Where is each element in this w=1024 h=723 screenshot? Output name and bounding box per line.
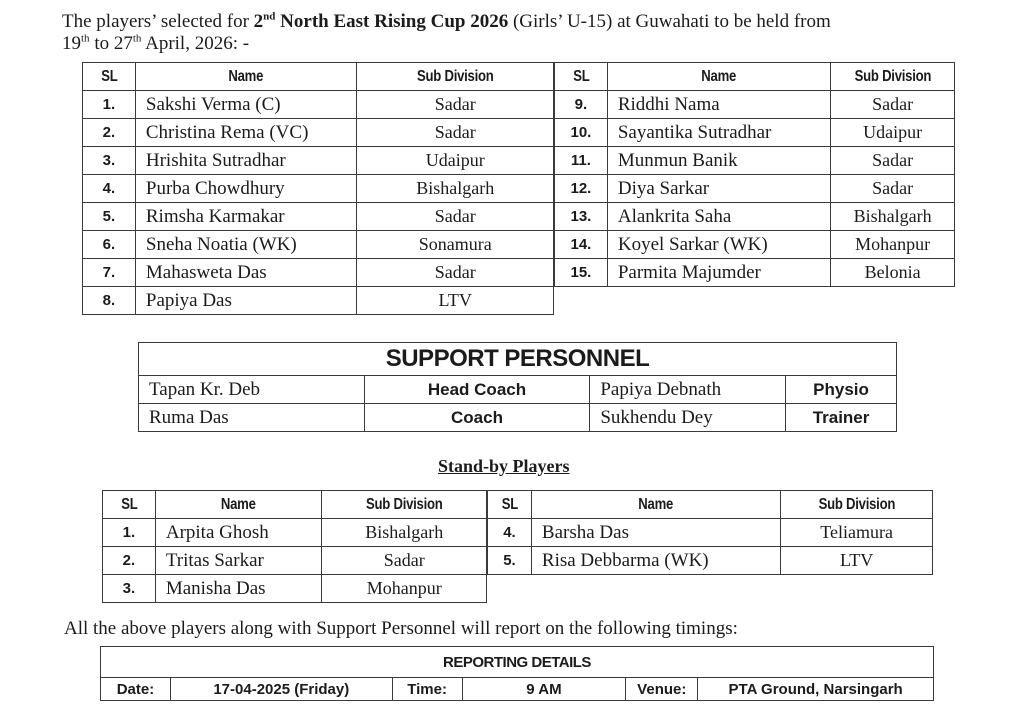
table-row: [555, 231, 955, 259]
date-label: Date:: [101, 678, 171, 701]
table-row: [83, 287, 554, 315]
name-cell: Hrishita Sutradhar: [135, 147, 357, 175]
name-cell: Barsha Das: [531, 519, 780, 547]
sl-cell: 2.: [83, 119, 136, 147]
name-cell: Papiya Das: [135, 287, 357, 315]
sl-cell: 13.: [555, 203, 608, 231]
players-table-left: [82, 62, 554, 315]
reporting-row: [101, 678, 934, 701]
sl-cell: 6.: [83, 231, 136, 259]
to-suffix: th: [132, 32, 142, 45]
person-name: Tapan Kr. Deb: [139, 376, 365, 404]
table-row: [83, 259, 554, 287]
subdivision-cell: Bishalgarh: [831, 203, 955, 231]
subdivision-cell: Sadar: [357, 119, 554, 147]
table-row: [103, 519, 487, 547]
subdivision-header: Sub Division: [337, 491, 472, 519]
table-row: [555, 175, 955, 203]
reporting-details-table: [100, 646, 934, 701]
sl-cell: 3.: [83, 147, 136, 175]
subdivision-cell: Teliamura: [781, 519, 933, 547]
name-cell: Mahasweta Das: [135, 259, 357, 287]
sl-cell: 15.: [555, 259, 608, 287]
name-cell: Koyel Sarkar (WK): [607, 231, 830, 259]
sl-header: SL: [87, 63, 130, 91]
sl-cell: 4.: [488, 519, 532, 547]
name-cell: Parmita Majumder: [607, 259, 830, 287]
name-header: Name: [170, 491, 307, 519]
table-row: [555, 147, 955, 175]
table-row: [83, 119, 554, 147]
table-row: [83, 175, 554, 203]
subdivision-cell: LTV: [781, 547, 933, 575]
name-cell: Christina Rema (VC): [135, 119, 357, 147]
table-row: [103, 547, 487, 575]
support-row: [139, 404, 897, 432]
date-tail: April, 2026: -: [141, 33, 250, 54]
subdivision-cell: Bishalgarh: [357, 175, 554, 203]
name-cell: Sneha Noatia (WK): [135, 231, 357, 259]
person-role: Trainer: [786, 404, 897, 432]
sl-cell: 5.: [488, 547, 532, 575]
subdivision-header: Sub Division: [375, 63, 536, 91]
support-personnel-table: [138, 342, 897, 432]
venue-value: PTA Ground, Narsingarh: [698, 678, 934, 701]
time-label: Time:: [392, 678, 462, 701]
name-header: Name: [554, 491, 758, 519]
report-instruction: All the above players along with Support Personnel will report on the following timings:: [64, 618, 738, 639]
sl-cell: 12.: [555, 175, 608, 203]
sl-cell: 14.: [555, 231, 608, 259]
sl-cell: 3.: [103, 575, 156, 603]
sl-header: SL: [107, 491, 150, 519]
sl-header: SL: [491, 491, 527, 519]
edition-number: 2: [253, 11, 264, 32]
subdivision-cell: Sonamura: [357, 231, 554, 259]
from-suffix: th: [81, 32, 90, 45]
name-cell: Arpita Ghosh: [155, 519, 322, 547]
person-role: Coach: [364, 404, 590, 432]
table-row: [488, 547, 933, 575]
table-row: [83, 147, 554, 175]
venue-label: Venue:: [626, 678, 698, 701]
table-row: [83, 231, 554, 259]
sl-cell: 11.: [555, 147, 608, 175]
from-day: 19: [62, 33, 81, 54]
table-row: [103, 575, 487, 603]
subdivision-header: Sub Division: [842, 63, 944, 91]
subdivision-cell: Mohanpur: [322, 575, 487, 603]
support-title: SUPPORT PERSONNEL: [139, 343, 897, 376]
person-name: Sukhendu Dey: [590, 404, 786, 432]
name-cell: Purba Chowdhury: [135, 175, 357, 203]
name-header: Name: [155, 63, 337, 91]
intro-text: The players’ selected for: [62, 11, 254, 32]
support-row: [139, 376, 897, 404]
sl-cell: 2.: [103, 547, 156, 575]
subdivision-cell: Sadar: [831, 147, 955, 175]
subdivision-cell: Bishalgarh: [322, 519, 487, 547]
subdivision-cell: Mohanpur: [831, 231, 955, 259]
subdivision-header: Sub Division: [794, 491, 918, 519]
sl-cell: 5.: [83, 203, 136, 231]
sl-header: SL: [559, 63, 602, 91]
subdivision-cell: Sadar: [831, 175, 955, 203]
sl-cell: 7.: [83, 259, 136, 287]
name-cell: Munmun Banik: [607, 147, 830, 175]
name-cell: Riddhi Nama: [607, 91, 830, 119]
name-cell: Diya Sarkar: [607, 175, 830, 203]
standby-table-right: [487, 490, 933, 575]
to-day: 27: [113, 33, 133, 54]
standby-title: Stand-by Players: [438, 456, 570, 476]
reporting-title-row: [101, 647, 934, 678]
name-cell: Sayantika Sutradhar: [607, 119, 830, 147]
person-name: Ruma Das: [139, 404, 365, 432]
sl-cell: 1.: [83, 91, 136, 119]
table-row: [555, 91, 955, 119]
name-cell: Manisha Das: [155, 575, 322, 603]
subdivision-cell: Sadar: [322, 547, 487, 575]
table-header-row: [488, 491, 933, 519]
person-name: Papiya Debnath: [590, 376, 786, 404]
table-row: [555, 203, 955, 231]
person-role: Head Coach: [364, 376, 590, 404]
sl-cell: 4.: [83, 175, 136, 203]
subdivision-cell: Sadar: [357, 259, 554, 287]
table-header-row: [555, 63, 955, 91]
person-role: Physio: [786, 376, 897, 404]
name-cell: Rimsha Karmakar: [135, 203, 357, 231]
edition-suffix: nd: [263, 10, 276, 23]
sl-cell: 8.: [83, 287, 136, 315]
name-cell: Risa Debbarma (WK): [531, 547, 780, 575]
table-header-row: [83, 63, 554, 91]
subdivision-cell: Sadar: [357, 203, 554, 231]
name-cell: Alankrita Saha: [607, 203, 830, 231]
reporting-title: REPORTING DETAILS: [101, 647, 934, 678]
subdivision-cell: Sadar: [831, 91, 955, 119]
standby-table-left: [102, 490, 487, 603]
sl-cell: 1.: [103, 519, 156, 547]
players-table-right: [554, 62, 955, 287]
event-name: North East Rising Cup 2026: [275, 11, 509, 32]
support-title-row: [139, 343, 897, 376]
intro-text-2: (Girls’ U-15) at Guwahati to be held from: [508, 11, 831, 32]
sl-cell: 10.: [555, 119, 608, 147]
table-header-row: [103, 491, 487, 519]
subdivision-cell: Sadar: [357, 91, 554, 119]
time-value: 9 AM: [462, 678, 626, 701]
subdivision-cell: Udaipur: [831, 119, 955, 147]
table-row: [488, 519, 933, 547]
to-text: to: [89, 33, 114, 54]
subdivision-cell: LTV: [357, 287, 554, 315]
table-row: [83, 203, 554, 231]
table-row: [555, 119, 955, 147]
name-header: Name: [627, 63, 810, 91]
table-row: [83, 91, 554, 119]
subdivision-cell: Belonia: [831, 259, 955, 287]
name-cell: Sakshi Verma (C): [135, 91, 357, 119]
subdivision-cell: Udaipur: [357, 147, 554, 175]
table-row: [555, 259, 955, 287]
sl-cell: 9.: [555, 91, 608, 119]
intro-paragraph: [62, 11, 1002, 55]
date-value: 17-04-2025 (Friday): [170, 678, 392, 701]
name-cell: Tritas Sarkar: [155, 547, 322, 575]
